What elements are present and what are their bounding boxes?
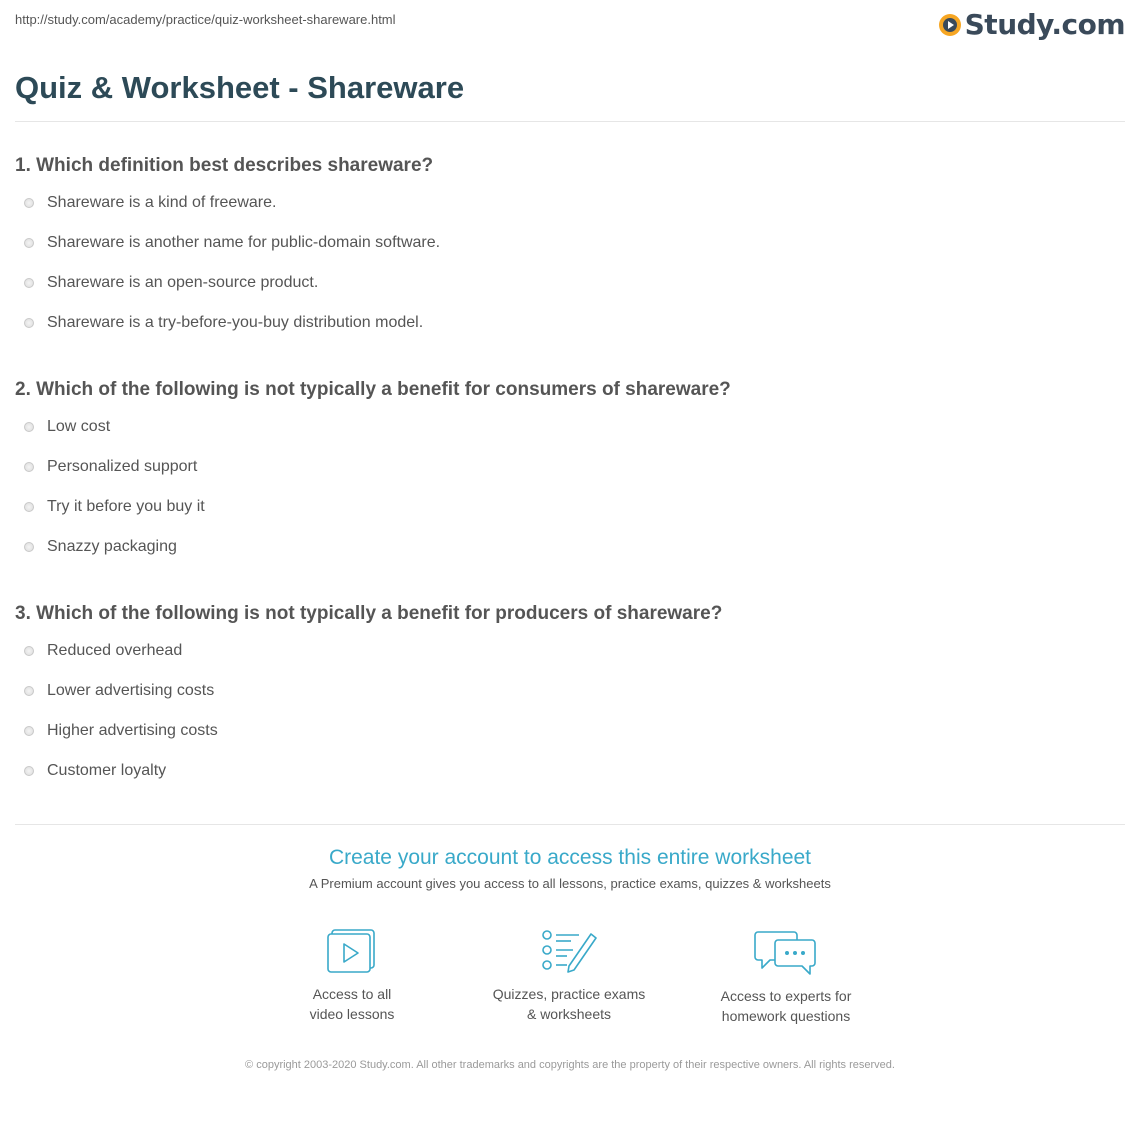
radio-button[interactable] [24, 646, 34, 656]
option-label: Shareware is an open-source product. [47, 274, 319, 291]
answer-option[interactable] [15, 447, 1115, 487]
play-logo-icon [939, 14, 961, 36]
option-label: Personalized support [47, 458, 198, 475]
option-label: Shareware is another name for public-domain software. [47, 234, 441, 251]
radio-button[interactable] [24, 686, 34, 696]
question-text: 1. Which definition best describes shareware? [15, 155, 434, 176]
option-label: Try it before you buy it [47, 498, 205, 515]
feature-label: Access to experts for homework questions [720, 988, 852, 1024]
feature-video-lessons [252, 928, 452, 1024]
quiz-checklist-icon [541, 928, 597, 974]
answer-option[interactable] [15, 303, 1115, 343]
create-account-link[interactable]: Create your account to access this entire worksheet [328, 846, 812, 869]
radio-button[interactable] [24, 726, 34, 736]
question-text: 3. Which of the following is not typically a benefit for producers of shareware? [15, 603, 723, 624]
option-label: Snazzy packaging [47, 538, 177, 555]
option-label: Shareware is a kind of freeware. [47, 194, 277, 211]
option-label: Low cost [47, 418, 111, 435]
radio-button[interactable] [24, 766, 34, 776]
feature-experts [686, 928, 886, 1026]
option-label: Lower advertising costs [47, 682, 215, 699]
page-title: Quiz & Worksheet - Shareware [15, 70, 465, 105]
answer-option[interactable] [15, 631, 1115, 671]
radio-button[interactable] [24, 542, 34, 552]
signup-cta [0, 846, 1140, 891]
cta-divider [15, 824, 1125, 825]
question-2 [15, 379, 1115, 577]
radio-button[interactable] [24, 238, 34, 248]
option-label: Shareware is a try-before-you-buy distribution model. [47, 314, 424, 331]
radio-button[interactable] [24, 318, 34, 328]
answer-option[interactable] [15, 527, 1115, 567]
question-3 [15, 603, 1115, 801]
option-label: Reduced overhead [47, 642, 183, 659]
logo-text: Study.com [964, 8, 1125, 41]
feature-label: Access to all video lessons [309, 986, 395, 1022]
radio-button[interactable] [24, 462, 34, 472]
question-text: 2. Which of the following is not typically a benefit for consumers of shareware? [15, 379, 731, 400]
answer-option[interactable] [15, 407, 1115, 447]
feature-label: Quizzes, practice exams & worksheets [492, 986, 646, 1022]
option-label: Higher advertising costs [47, 722, 218, 739]
option-label: Customer loyalty [47, 762, 167, 779]
copyright-text: © copyright 2003-2020 Study.com. All other trademarks and copyrights are the property of their respective owners. All rights reserved. [245, 1059, 895, 1071]
question-1 [15, 155, 1115, 353]
radio-button[interactable] [24, 278, 34, 288]
answer-option[interactable] [15, 671, 1115, 711]
radio-button[interactable] [24, 502, 34, 512]
answer-option[interactable] [15, 223, 1115, 263]
feature-quizzes [469, 928, 669, 1024]
radio-button[interactable] [24, 198, 34, 208]
answer-option[interactable] [15, 751, 1115, 791]
page-url: http://study.com/academy/practice/quiz-worksheet-shareware.html [15, 12, 396, 27]
answer-option[interactable] [15, 263, 1115, 303]
chat-bubbles-icon [754, 928, 818, 976]
top-bar [15, 8, 1125, 41]
study-logo[interactable] [939, 8, 1125, 41]
video-lesson-icon [326, 928, 378, 974]
answer-option[interactable] [15, 711, 1115, 751]
cta-subtitle: A Premium account gives you access to all lessons, practice exams, quizzes & worksheets [309, 876, 831, 891]
answer-option[interactable] [15, 183, 1115, 223]
title-divider [15, 121, 1125, 122]
radio-button[interactable] [24, 422, 34, 432]
answer-option[interactable] [15, 487, 1115, 527]
